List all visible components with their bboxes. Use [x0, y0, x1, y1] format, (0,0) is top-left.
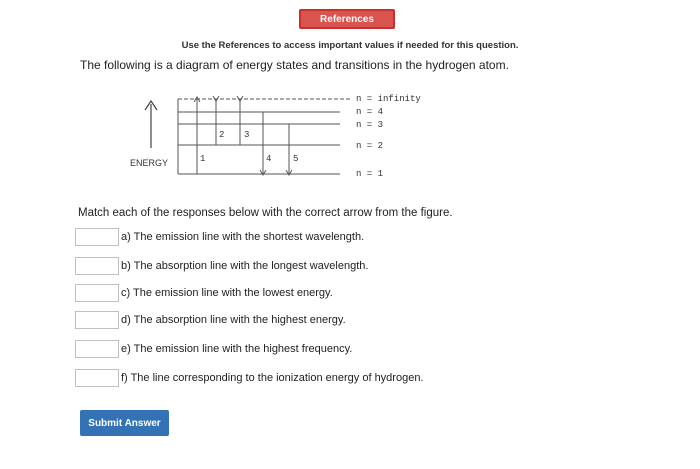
submit-answer-button[interactable]: Submit Answer: [80, 410, 169, 436]
answer-input-c[interactable]: [75, 284, 119, 302]
arrow-label-1: 1: [200, 154, 206, 164]
instruction-text: Use the References to access important values if needed for this question.: [181, 40, 519, 51]
question-label-a: a) The emission line with the shortest wavelength.: [121, 231, 365, 243]
arrow-label-5: 5: [293, 154, 299, 164]
question-row-e: [75, 338, 352, 360]
arrow-3-head: [237, 96, 243, 101]
question-row-a: [75, 226, 364, 248]
level-label-2: n = 2: [356, 141, 384, 151]
arrow-4-head: [260, 170, 266, 175]
references-button[interactable]: References: [299, 9, 395, 29]
arrow-1-head: [194, 97, 200, 102]
answer-input-e[interactable]: [75, 340, 119, 358]
energy-label: ENERGY: [130, 158, 169, 168]
level-label-1: n = 1: [356, 169, 384, 179]
question-row-c: [75, 282, 333, 304]
arrow-label-3: 3: [244, 130, 250, 140]
level-label-infinity: n = infinity: [356, 94, 421, 104]
question-label-d: d) The absorption line with the highest energy.: [121, 314, 346, 326]
answer-input-d[interactable]: [75, 311, 119, 329]
question-row-b: [75, 255, 368, 277]
question-label-b: b) The absorption line with the longest wavelength.: [121, 260, 369, 272]
question-label-f: f) The line corresponding to the ionization energy of hydrogen.: [121, 372, 424, 384]
question-row-f: [75, 367, 424, 389]
match-instructions: Match each of the responses below with the correct arrow from the figure.: [78, 207, 453, 219]
question-label-c: c) The emission line with the lowest energy.: [121, 287, 333, 299]
arrow-2-head: [213, 96, 219, 101]
answer-input-f[interactable]: [75, 369, 119, 387]
question-row-d: [75, 309, 346, 331]
energy-diagram: [0, 0, 700, 200]
level-label-3: n = 3: [356, 120, 384, 130]
level-label-4: n = 4: [356, 107, 384, 117]
energy-axis-arrowhead: [145, 101, 157, 110]
arrow-label-2: 2: [219, 130, 225, 140]
answer-input-b[interactable]: [75, 257, 119, 275]
answer-input-a[interactable]: [75, 228, 119, 246]
intro-text: The following is a diagram of energy states and transitions in the hydrogen atom.: [80, 58, 509, 72]
arrow-5-head: [286, 170, 292, 175]
arrow-label-4: 4: [266, 154, 272, 164]
question-label-e: e) The emission line with the highest frequency.: [121, 343, 353, 355]
